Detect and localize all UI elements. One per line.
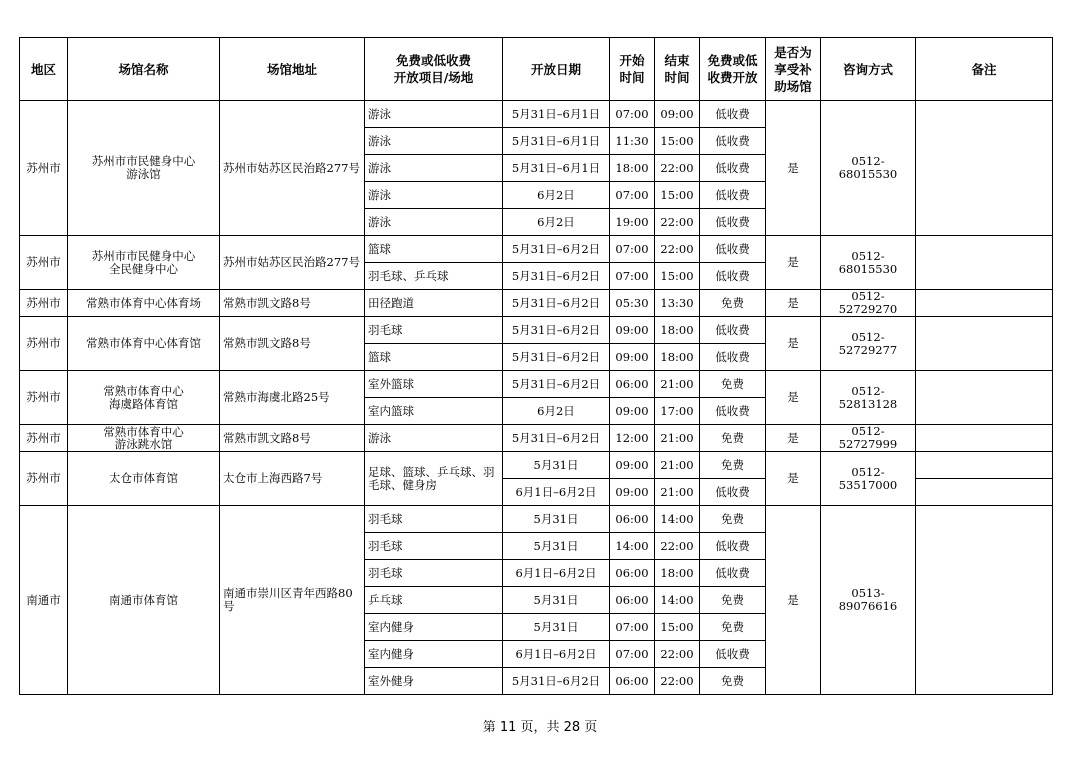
venue-name-cell: 苏州市市民健身中心 全民健身中心 xyxy=(68,236,220,290)
item-cell: 羽毛球 xyxy=(365,533,503,560)
end-time-cell: 09:00 xyxy=(655,101,700,128)
item-cell: 乒乓球 xyxy=(365,587,503,614)
subsidized-cell: 是 xyxy=(766,101,821,236)
end-time-cell: 18:00 xyxy=(655,560,700,587)
end-time-cell: 22:00 xyxy=(655,155,700,182)
start-time-cell: 18:00 xyxy=(610,155,655,182)
start-time-cell: 06:00 xyxy=(610,371,655,398)
start-time-cell: 06:00 xyxy=(610,587,655,614)
header-item: 免费或低收费 开放项目/场地 xyxy=(365,38,503,101)
date-cell: 5月31日–6月2日 xyxy=(503,317,610,344)
address-cell: 常熟市凯文路8号 xyxy=(220,317,365,371)
header-subsidized: 是否为 享受补 助场馆 xyxy=(766,38,821,101)
end-time-cell: 21:00 xyxy=(655,479,700,506)
start-time-cell: 09:00 xyxy=(610,344,655,371)
start-time-cell: 06:00 xyxy=(610,506,655,533)
venue-name-cell: 常熟市体育中心 海虞路体育馆 xyxy=(68,371,220,425)
notes-cell xyxy=(916,425,1053,452)
contact-cell: 0512-52729270 xyxy=(821,290,916,317)
item-cell: 羽毛球 xyxy=(365,317,503,344)
item-cell: 篮球 xyxy=(365,344,503,371)
region-cell: 苏州市 xyxy=(20,452,68,506)
venue-name-cell: 常熟市体育中心体育馆 xyxy=(68,317,220,371)
table-row xyxy=(20,236,1053,263)
header-region: 地区 xyxy=(20,38,68,101)
fee-type-cell: 免费 xyxy=(700,668,766,695)
date-cell: 6月1日–6月2日 xyxy=(503,560,610,587)
start-time-cell: 07:00 xyxy=(610,614,655,641)
subsidized-cell: 是 xyxy=(766,236,821,290)
region-cell: 南通市 xyxy=(20,506,68,695)
end-time-cell: 22:00 xyxy=(655,641,700,668)
region-cell: 苏州市 xyxy=(20,101,68,236)
date-cell: 5月31日 xyxy=(503,533,610,560)
date-cell: 5月31日 xyxy=(503,614,610,641)
date-cell: 5月31日–6月1日 xyxy=(503,101,610,128)
region-cell: 苏州市 xyxy=(20,425,68,452)
contact-cell: 0513-89076616 xyxy=(821,506,916,695)
contact-cell: 0512-68015530 xyxy=(821,236,916,290)
item-cell: 羽毛球 xyxy=(365,506,503,533)
item-cell: 室内健身 xyxy=(365,614,503,641)
table-row xyxy=(20,317,1053,344)
contact-cell: 0512-52729277 xyxy=(821,317,916,371)
end-time-cell: 22:00 xyxy=(655,236,700,263)
start-time-cell: 06:00 xyxy=(610,560,655,587)
item-cell: 游泳 xyxy=(365,128,503,155)
contact-cell: 0512-52813128 xyxy=(821,371,916,425)
start-time-cell: 12:00 xyxy=(610,425,655,452)
fee-type-cell: 低收费 xyxy=(700,155,766,182)
fee-type-cell: 免费 xyxy=(700,371,766,398)
fee-type-cell: 低收费 xyxy=(700,344,766,371)
start-time-cell: 09:00 xyxy=(610,317,655,344)
notes-cell xyxy=(916,101,1053,236)
venue-name-cell: 常熟市体育中心体育场 xyxy=(68,290,220,317)
end-time-cell: 22:00 xyxy=(655,668,700,695)
fee-type-cell: 低收费 xyxy=(700,317,766,344)
fee-type-cell: 低收费 xyxy=(700,236,766,263)
fee-type-cell: 免费 xyxy=(700,452,766,479)
subsidized-cell: 是 xyxy=(766,506,821,695)
date-cell: 5月31日–6月2日 xyxy=(503,236,610,263)
fee-type-cell: 免费 xyxy=(700,614,766,641)
end-time-cell: 15:00 xyxy=(655,614,700,641)
fee-type-cell: 低收费 xyxy=(700,641,766,668)
date-cell: 5月31日–6月2日 xyxy=(503,344,610,371)
subsidized-cell: 是 xyxy=(766,317,821,371)
date-cell: 5月31日–6月2日 xyxy=(503,290,610,317)
fee-type-cell: 低收费 xyxy=(700,398,766,425)
fee-type-cell: 低收费 xyxy=(700,263,766,290)
table-row xyxy=(20,506,1053,533)
item-cell: 田径跑道 xyxy=(365,290,503,317)
venue-name-cell: 太仓市体育馆 xyxy=(68,452,220,506)
end-time-cell: 21:00 xyxy=(655,425,700,452)
item-cell: 游泳 xyxy=(365,209,503,236)
end-time-cell: 17:00 xyxy=(655,398,700,425)
table-row xyxy=(20,371,1053,398)
notes-cell xyxy=(916,479,1053,506)
end-time-cell: 15:00 xyxy=(655,263,700,290)
notes-cell xyxy=(916,317,1053,371)
date-cell: 5月31日–6月2日 xyxy=(503,668,610,695)
notes-cell xyxy=(916,290,1053,317)
item-cell: 羽毛球 xyxy=(365,560,503,587)
end-time-cell: 21:00 xyxy=(655,371,700,398)
header-end-time: 结束 时间 xyxy=(655,38,700,101)
item-cell: 游泳 xyxy=(365,182,503,209)
item-cell: 篮球 xyxy=(365,236,503,263)
venue-table xyxy=(19,37,1053,695)
start-time-cell: 11:30 xyxy=(610,128,655,155)
date-cell: 5月31日–6月1日 xyxy=(503,128,610,155)
item-cell: 足球、篮球、乒乓球、羽毛球、健身房 xyxy=(365,452,503,506)
subsidized-cell: 是 xyxy=(766,425,821,452)
date-cell: 5月31日–6月1日 xyxy=(503,155,610,182)
date-cell: 6月1日–6月2日 xyxy=(503,479,610,506)
start-time-cell: 14:00 xyxy=(610,533,655,560)
page-footer: 第 11 页，共 28 页 xyxy=(482,720,598,735)
end-time-cell: 18:00 xyxy=(655,317,700,344)
start-time-cell: 07:00 xyxy=(610,263,655,290)
item-cell: 羽毛球、乒乓球 xyxy=(365,263,503,290)
region-cell: 苏州市 xyxy=(20,317,68,371)
table-header xyxy=(20,38,1053,101)
notes-cell xyxy=(916,371,1053,425)
fee-type-cell: 低收费 xyxy=(700,560,766,587)
start-time-cell: 09:00 xyxy=(610,398,655,425)
item-cell: 室内篮球 xyxy=(365,398,503,425)
subsidized-cell: 是 xyxy=(766,290,821,317)
region-cell: 苏州市 xyxy=(20,371,68,425)
notes-cell xyxy=(916,236,1053,290)
item-cell: 室外健身 xyxy=(365,668,503,695)
end-time-cell: 22:00 xyxy=(655,209,700,236)
header-address: 场馆地址 xyxy=(220,38,365,101)
fee-type-cell: 免费 xyxy=(700,290,766,317)
header-fee-type: 免费或低 收费开放 xyxy=(700,38,766,101)
date-cell: 6月1日–6月2日 xyxy=(503,641,610,668)
end-time-cell: 18:00 xyxy=(655,344,700,371)
address-cell: 苏州市姑苏区民治路277号 xyxy=(220,236,365,290)
fee-type-cell: 低收费 xyxy=(700,182,766,209)
start-time-cell: 06:00 xyxy=(610,668,655,695)
fee-type-cell: 低收费 xyxy=(700,128,766,155)
start-time-cell: 07:00 xyxy=(610,236,655,263)
date-cell: 5月31日 xyxy=(503,506,610,533)
end-time-cell: 22:00 xyxy=(655,533,700,560)
date-cell: 6月2日 xyxy=(503,398,610,425)
start-time-cell: 07:00 xyxy=(610,641,655,668)
table-row xyxy=(20,452,1053,479)
venue-name-cell: 常熟市体育中心 游泳跳水馆 xyxy=(68,425,220,452)
date-cell: 5月31日–6月2日 xyxy=(503,425,610,452)
item-cell: 游泳 xyxy=(365,155,503,182)
header-notes: 备注 xyxy=(916,38,1053,101)
address-cell: 太仓市上海西路7号 xyxy=(220,452,365,506)
start-time-cell: 09:00 xyxy=(610,452,655,479)
fee-type-cell: 低收费 xyxy=(700,479,766,506)
fee-type-cell: 低收费 xyxy=(700,209,766,236)
notes-cell xyxy=(916,506,1053,695)
header-venue-name: 场馆名称 xyxy=(68,38,220,101)
date-cell: 5月31日 xyxy=(503,452,610,479)
header-start-time: 开始 时间 xyxy=(610,38,655,101)
start-time-cell: 05:30 xyxy=(610,290,655,317)
venue-name-cell: 苏州市市民健身中心 游泳馆 xyxy=(68,101,220,236)
table-body xyxy=(20,101,1053,695)
start-time-cell: 07:00 xyxy=(610,182,655,209)
notes-cell xyxy=(916,452,1053,479)
end-time-cell: 21:00 xyxy=(655,452,700,479)
contact-cell: 0512-53517000 xyxy=(821,452,916,506)
date-cell: 6月2日 xyxy=(503,209,610,236)
header-date: 开放日期 xyxy=(503,38,610,101)
item-cell: 室外篮球 xyxy=(365,371,503,398)
table-row xyxy=(20,101,1053,128)
header-contact: 咨询方式 xyxy=(821,38,916,101)
address-cell: 常熟市凯文路8号 xyxy=(220,290,365,317)
address-cell: 苏州市姑苏区民治路277号 xyxy=(220,101,365,236)
subsidized-cell: 是 xyxy=(766,452,821,506)
date-cell: 5月31日 xyxy=(503,587,610,614)
start-time-cell: 07:00 xyxy=(610,101,655,128)
end-time-cell: 14:00 xyxy=(655,587,700,614)
region-cell: 苏州市 xyxy=(20,290,68,317)
item-cell: 游泳 xyxy=(365,101,503,128)
address-cell: 常熟市海虞北路25号 xyxy=(220,371,365,425)
date-cell: 6月2日 xyxy=(503,182,610,209)
fee-type-cell: 低收费 xyxy=(700,533,766,560)
address-cell: 南通市崇川区青年西路80号 xyxy=(220,506,365,695)
contact-cell: 0512-52727999 xyxy=(821,425,916,452)
venue-name-cell: 南通市体育馆 xyxy=(68,506,220,695)
fee-type-cell: 免费 xyxy=(700,587,766,614)
date-cell: 5月31日–6月2日 xyxy=(503,371,610,398)
address-cell: 常熟市凯文路8号 xyxy=(220,425,365,452)
fee-type-cell: 低收费 xyxy=(700,101,766,128)
subsidized-cell: 是 xyxy=(766,371,821,425)
date-cell: 5月31日–6月2日 xyxy=(503,263,610,290)
fee-type-cell: 免费 xyxy=(700,425,766,452)
item-cell: 室内健身 xyxy=(365,641,503,668)
contact-cell: 0512-68015530 xyxy=(821,101,916,236)
end-time-cell: 15:00 xyxy=(655,128,700,155)
table-row xyxy=(20,290,1053,317)
start-time-cell: 09:00 xyxy=(610,479,655,506)
start-time-cell: 19:00 xyxy=(610,209,655,236)
item-cell: 游泳 xyxy=(365,425,503,452)
table-row xyxy=(20,425,1053,452)
fee-type-cell: 免费 xyxy=(700,506,766,533)
end-time-cell: 13:30 xyxy=(655,290,700,317)
end-time-cell: 14:00 xyxy=(655,506,700,533)
region-cell: 苏州市 xyxy=(20,236,68,290)
end-time-cell: 15:00 xyxy=(655,182,700,209)
